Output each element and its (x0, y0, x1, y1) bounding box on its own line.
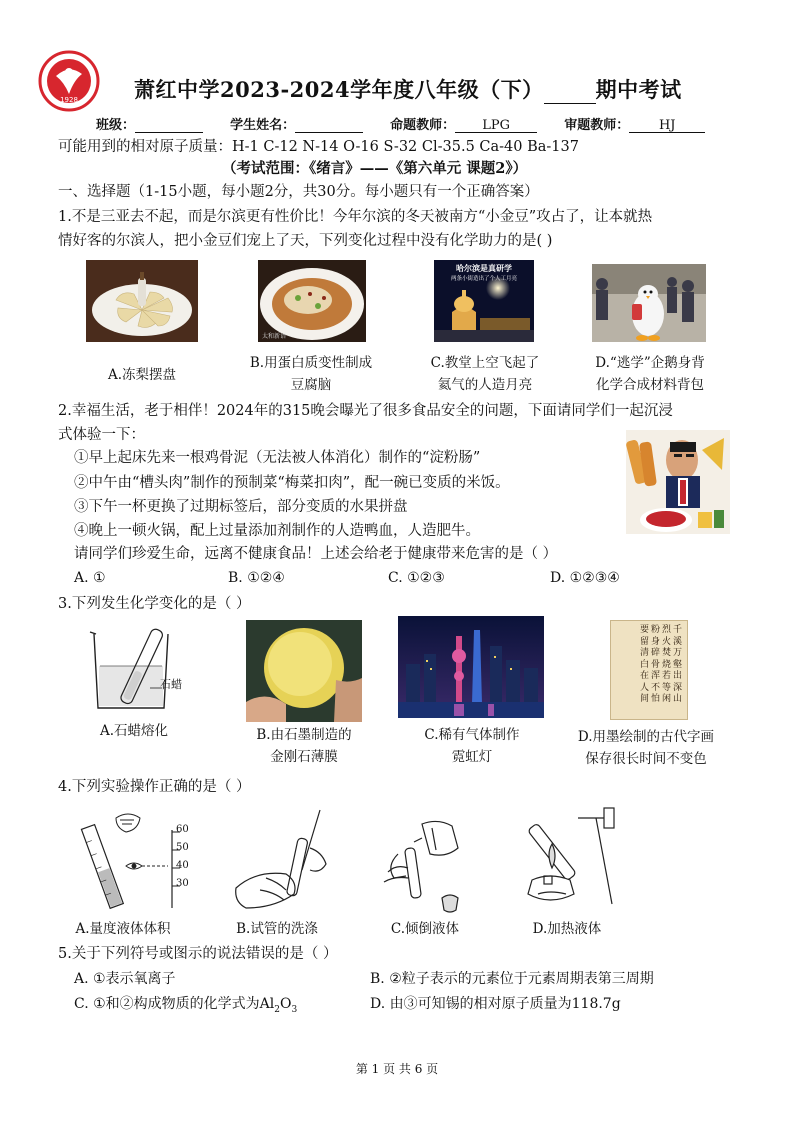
q4-figure-heating (518, 804, 642, 916)
author-teacher-value: LPG (455, 118, 537, 133)
q3-option-d[interactable]: D.用墨绘制的古代字画 保存很长时间不变色 (577, 729, 715, 767)
atomic-masses: 可能用到的相对原子质量：H-1 C-12 N-14 O-16 S-32 Cl-35.5 Ca-40 Ba-137 (58, 139, 579, 155)
calligraphy-char: 等 (661, 682, 671, 693)
q2-stem-line1: 2.幸福生活，老于相伴！2024年的315晚会曝光了很多食品安全的问题，下面请同学们一起沉浸 (58, 403, 673, 419)
q4-option-a[interactable]: A.量度液体体积 (75, 921, 171, 937)
q1-option-d[interactable]: D.“逃学”企鹅身背 化学合成材料背包 (595, 355, 705, 393)
calligraphy-char: 在 (639, 671, 649, 681)
calligraphy-char: 烧 (661, 659, 671, 670)
q1-option-b[interactable]: B.用蛋白质变性制成 豆腐脑 (249, 355, 373, 393)
q4-scale-40: 40 (176, 860, 189, 871)
q2-option-d[interactable]: D. ①②③④ (550, 570, 620, 586)
calligraphy-char: 壑 (672, 659, 682, 670)
q2-item-2: ②中午由“槽头肉”制作的预制菜“梅菜扣肉”，配一碗已变质的米饭。 (74, 475, 510, 491)
calligraphy-char: 要 (639, 625, 649, 635)
q2-option-a[interactable]: A. ① (74, 570, 106, 586)
calligraphy-text (615, 625, 683, 715)
q3-figure-wax-beaker (88, 616, 194, 712)
q1-option-c[interactable]: C.教堂上空飞起了 氦气的人造月亮 (430, 355, 540, 393)
q3-label-wax: 石蜡 (160, 678, 182, 691)
q4-option-c[interactable]: C.倾倒液体 (390, 921, 460, 937)
calligraphy-char: 怕 (650, 694, 660, 704)
calligraphy-char: 碎 (650, 648, 660, 658)
calligraphy-char: 深 (672, 682, 682, 693)
q4-figure-pouring (378, 818, 478, 916)
q1-photo-moon-text2: 两条小街造出了个人工月亮 (450, 276, 517, 282)
q4-stem: 4.下列实验操作正确的是（ ） (58, 779, 251, 795)
exam-title (134, 74, 682, 104)
page-number: 第 1 页 共 6 页 (355, 1062, 439, 1076)
calligraphy-char: 粉 (650, 625, 660, 635)
calligraphy-char: 身 (650, 636, 660, 647)
title-part1: 萧红中学2023-2024学年度八年级（下） (134, 77, 544, 102)
calligraphy-char: 溪 (672, 636, 682, 647)
calligraphy-char: 出 (672, 671, 682, 681)
q5-option-a[interactable]: A. ①表示氧离子 (74, 971, 176, 987)
calligraphy-char: 火 (661, 636, 671, 647)
q1-photo-moon-text1: 哈尔滨是真研学 (456, 264, 512, 273)
calligraphy-char: 山 (672, 694, 682, 704)
q1-photo-tofu-pudding (258, 260, 366, 342)
q3-photo-diamond-film (246, 620, 362, 722)
q5-option-b[interactable]: B. ②粒子表示的元素位于元素周期表第三周期 (370, 971, 654, 987)
student-name-label: 学生姓名： (230, 118, 296, 133)
calligraphy-char: 白 (639, 659, 649, 670)
class-label: 班级： (96, 118, 136, 133)
q2-ask: 请同学们珍爱生命，远离不健康食品！上述会给老于健康带来危害的是（ ） (74, 546, 558, 562)
q1-photo-penguin (592, 264, 706, 342)
q4-scale-60: 60 (176, 824, 189, 835)
logo-year: 1928 (60, 96, 78, 104)
q2-option-c[interactable]: C. ①②③ (388, 570, 445, 586)
calligraphy-char: 闲 (661, 694, 671, 704)
q5-option-d[interactable]: D. 由③可知锡的相对原子质量为118.7g (370, 996, 621, 1012)
q1-stem-line1: 1.不是三亚去不起，而是尔滨更有性价比！今年尔滨的冬天被南方“小金豆”攻占了，让本就热 (58, 209, 653, 225)
title-part2: 期中考试 (595, 77, 682, 102)
q4-scale-30: 30 (176, 878, 189, 889)
calligraphy-char: 骨 (650, 659, 660, 670)
calligraphy-char: 人 (639, 682, 649, 693)
section1-heading: 一、选择题（1-15小题，每小题2分，共30分。每小题只有一个正确答案） (58, 184, 539, 200)
review-teacher-label: 审题教师： (564, 118, 630, 133)
calligraphy-char: 留 (639, 636, 649, 647)
calligraphy-char: 万 (672, 648, 682, 658)
q2-option-b[interactable]: B. ①②④ (228, 570, 285, 586)
q4-figure-cylinder (68, 808, 202, 916)
q1-photo-frozen-pear (86, 260, 198, 342)
q2-item-3: ③下午一杯更换了过期标签后，部分变质的水果拼盘 (74, 499, 408, 515)
header-fields (96, 114, 705, 133)
q1-option-a[interactable]: A.冻梨摆盘 (107, 367, 177, 383)
q4-option-b[interactable]: B.试管的洗涤 (236, 921, 318, 937)
class-blank[interactable] (135, 118, 203, 133)
exam-scope: （考试范围：《绪言》——《第六单元 课题2》） (222, 160, 528, 177)
q1-photo-tofu-caption: 太和新语 (262, 333, 287, 340)
q4-option-d[interactable]: D.加热液体 (532, 921, 602, 937)
q5-stem: 5.关于下列符号或图示的说法错误的是（ ） (58, 946, 338, 962)
q3-option-b[interactable]: B.由石墨制造的 金刚石薄膜 (256, 727, 352, 765)
q2-item-4: ④晚上一顿火锅，配上过量添加剂制作的人造鸭血，人造肥牛。 (74, 523, 480, 539)
q4-figure-tube-washing (226, 808, 342, 916)
calligraphy-char: 千 (672, 625, 682, 635)
calligraphy-char: 若 (661, 671, 671, 681)
q4-scale-50: 50 (176, 842, 189, 853)
q3-photo-neon-city (398, 616, 544, 718)
calligraphy-char: 不 (650, 682, 660, 693)
calligraphy-char: 焚 (661, 648, 671, 658)
calligraphy-char: 间 (639, 694, 649, 704)
calligraphy-char: 清 (639, 648, 649, 658)
author-teacher-label: 命题教师： (390, 118, 456, 133)
q3-option-a[interactable]: A.石蜡熔化 (99, 723, 169, 739)
q5-option-c[interactable]: C. ①和②构成物质的化学式为$Al_2O_3$ (74, 996, 298, 1015)
calligraphy-char: 烈 (661, 625, 671, 635)
calligraphy-char: 浑 (650, 671, 660, 681)
student-name-blank[interactable] (295, 118, 363, 133)
q3-stem: 3.下列发生化学变化的是（ ） (58, 596, 251, 612)
review-teacher-value: HJ (629, 118, 705, 133)
q2-stem-line2: 式体验一下： (58, 427, 145, 443)
q1-photo-artificial-moon (434, 260, 534, 342)
q3-photo-calligraphy (610, 620, 688, 720)
q1-stem-line2: 情好客的尔滨人，把小金豆们宠上了天，下列变化过程中没有化学助力的是( ) (58, 233, 553, 249)
q2-photo-food-collage (626, 430, 730, 534)
term-blank (544, 85, 596, 104)
q2-item-1: ①早上起床先来一根鸡骨泥（无法被人体消化）制作的“淀粉肠” (74, 450, 481, 466)
q3-option-c[interactable]: C.稀有气体制作 霓虹灯 (424, 727, 520, 765)
school-logo (38, 50, 100, 112)
